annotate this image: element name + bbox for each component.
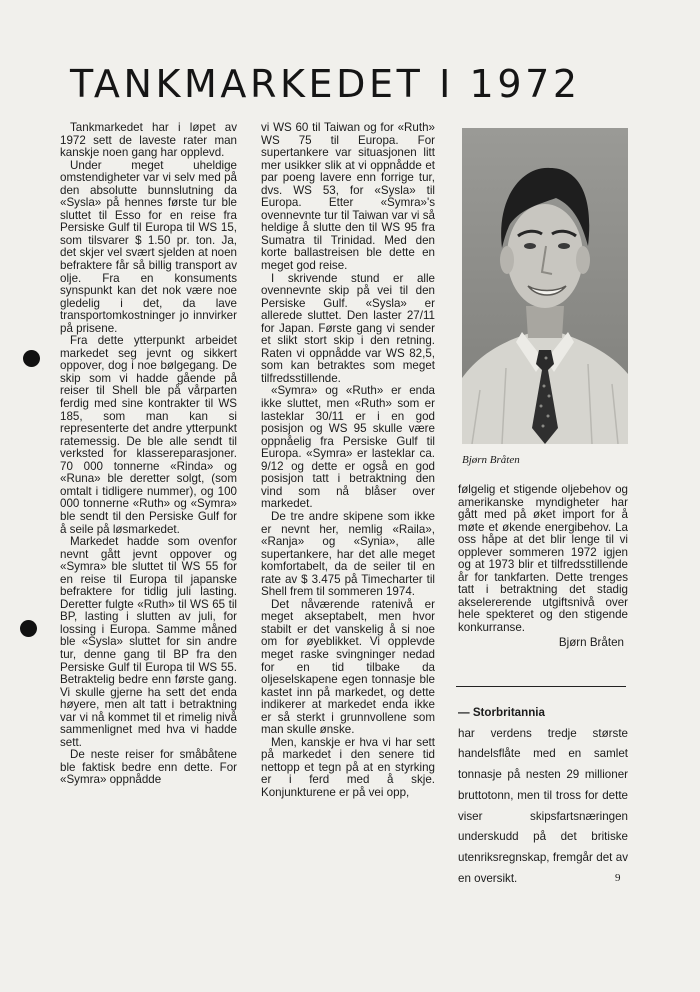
article-column-3 [458, 484, 628, 649]
paragraph: Under meget uheldige omstendigheter var vi selv med på den absolutte bunnslutning da «Sysla» på hennes første tur ble sluttet til Esso for en reise fra Persiske Gulf til Europa til WS 15, som tilsvarer $ 1.50 pr. ton. Ja, det skjer vel svært sjelden at noen befraktere får så billig transport av olje. Fra en konsuments synspunkt kan det nok være noe gledelig i det, da lave transportomkostninger jo innvirker på prisene. [60, 158, 237, 335]
paragraph: vi WS 60 til Taiwan og for «Ruth» WS 75 til Europa. For supertankere var situasjonen litt mer usikker slik at vi oppnådde et par poeng lavere enn forrige tur, dvs. WS 53, for «Sysla» til Europa. Etter «Symra»'s ovennevnte tur til Taiwan var vi så heldige å slutte den til WS 95 fra Sumatra til Trinidad. Med den korte ballastreisen ble dette en meget god reise. [261, 121, 435, 273]
binder-hole [23, 350, 40, 367]
news-brief [458, 703, 628, 889]
paragraph: Tankmarkedet har i løpet av 1972 sett de laveste rater man kanskje noen gang har opplevd. [60, 121, 237, 160]
article-column-2 [261, 122, 435, 800]
paragraph: Fra dette ytterpunkt arbeidet markedet seg jevnt og sikkert oppover, dog i noe bølgegang. De skip som vi hadde gående på reiser til Shell ble på vårparten ferdig med sine kontrakter til WS 185, som man kan si representerte det andre ytterpunkt ratemessig. De ble alle sendt til verksted for klassereparasjoner. 70 000 tonnerne «Rinda» og «Runa» ble deretter solgt, (som omtalt i tidligere nummer), og 100 000 tonnerne «Ruth» og «Symra» ble sendt til den Persiske Gulf for å seile på løsmarkedet. [60, 334, 237, 536]
brief-heading: — Storbritannia [458, 706, 545, 719]
paragraph: Markedet hadde som ovenfor nevnt gått jevnt oppover og «Symra» ble sluttet til WS 55 for en reise til Europa til japanske befraktere for tidlig juli lasting. Deretter fulgte «Ruth» til WS 65 til BP, lasting i slutten av juli, for lossing i Europa. Samme måned ble «Sysla» sluttet for sin andre tur, denne gang til BP fra den Persiske Gulf til Europa til WS 55. Betraktelig bedre enn første gang. Vi skulle gjerne ha sett det enda høyere, men alt tatt i betraktning var vi nå kommet til et rimelig nivå sammenlignet med hva vi hadde sett. [60, 535, 237, 749]
paragraph: Men, kanskje er hva vi har sett på markedet i den senere tid nettopp et tegn på at en styrking er i ferd med å skje. Konjunkturene er på vei opp, [261, 735, 435, 799]
paragraph: De neste reiser for småbåtene ble faktisk bedre enn dette. For «Symra» oppnådde [60, 748, 237, 787]
article-column-1 [60, 122, 237, 787]
paragraph: I skrivende stund er alle ovennevnte skip på vei til den Persiske Gulf. «Sysla» er allerede sluttet. Den laster 27/11 for Japan. Første gang vi sender et slikt stort skip i den retning. Raten vi oppnådde var WS 82,5, som kan betraktes som meget tilfredsstillende. [261, 271, 435, 385]
photo-caption: Bjørn Bråten [462, 454, 520, 466]
divider [456, 686, 626, 687]
brief-text: har verdens tredje største handelsflåte med en samlet tonnasje på nesten 29 millioner bruttotonn, men til tross for dette viser skipsfartsnæringen underskudd på det britiske utenriksregnskap, fremgår det av en oversikt. [458, 726, 628, 885]
page-number: 9 [615, 872, 621, 884]
paragraph: følgelig et stigende oljebehov og amerikanske myndigheter har gått med på øket import for å møte et økende energibehov. La oss håpe at det blir lenge til vi opplever sommeren 1972 igjen og at 1973 blir et tilfredsstillende år for tankfarten. Dette trenges tatt i betraktning det stadig akselererende utgiftsnivå over hele spekteret og den stigende konkurranse. [458, 483, 628, 635]
author-signature: Bjørn Bråten [558, 635, 624, 649]
paragraph: Det nåværende ratenivå er meget akseptabelt, men hvor stabilt er det vanskelig å si noe om for øyeblikket. Vi opplevde meget raske svingninger nedad for en tid tilbake da oljeselskapene egen tonnasje ble kastet inn på markedet, og dette indikerer at markedet enda ikke er så sterkt i grunnvollene som man skulle ønske. [261, 597, 435, 737]
article-title: TANKMARKEDET I 1972 [70, 62, 581, 106]
author-photo [462, 128, 628, 444]
paragraph: «Symra» og «Ruth» er enda ikke sluttet, men «Ruth» som er lasteklar 30/11 er i en god posisjon og WS 95 skulle være oppnåelig fra Persiske Gulf til Europa. «Symra» er lasteklar ca. 9/12 og dette er også en god posisjon tatt i betraktning den vind som nå blåser over markedet. [261, 384, 435, 511]
binder-hole [20, 620, 37, 637]
portrait-image [462, 128, 628, 444]
paragraph: De tre andre skipene som ikke er nevnt her, nemlig «Raila», «Ranja» og «Synia», alle supertankere, har det alle meget komfortabelt, da de seiler til en rate av $ 3.475 på Timecharter til Shell frem til sommeren 1974. [261, 509, 435, 599]
